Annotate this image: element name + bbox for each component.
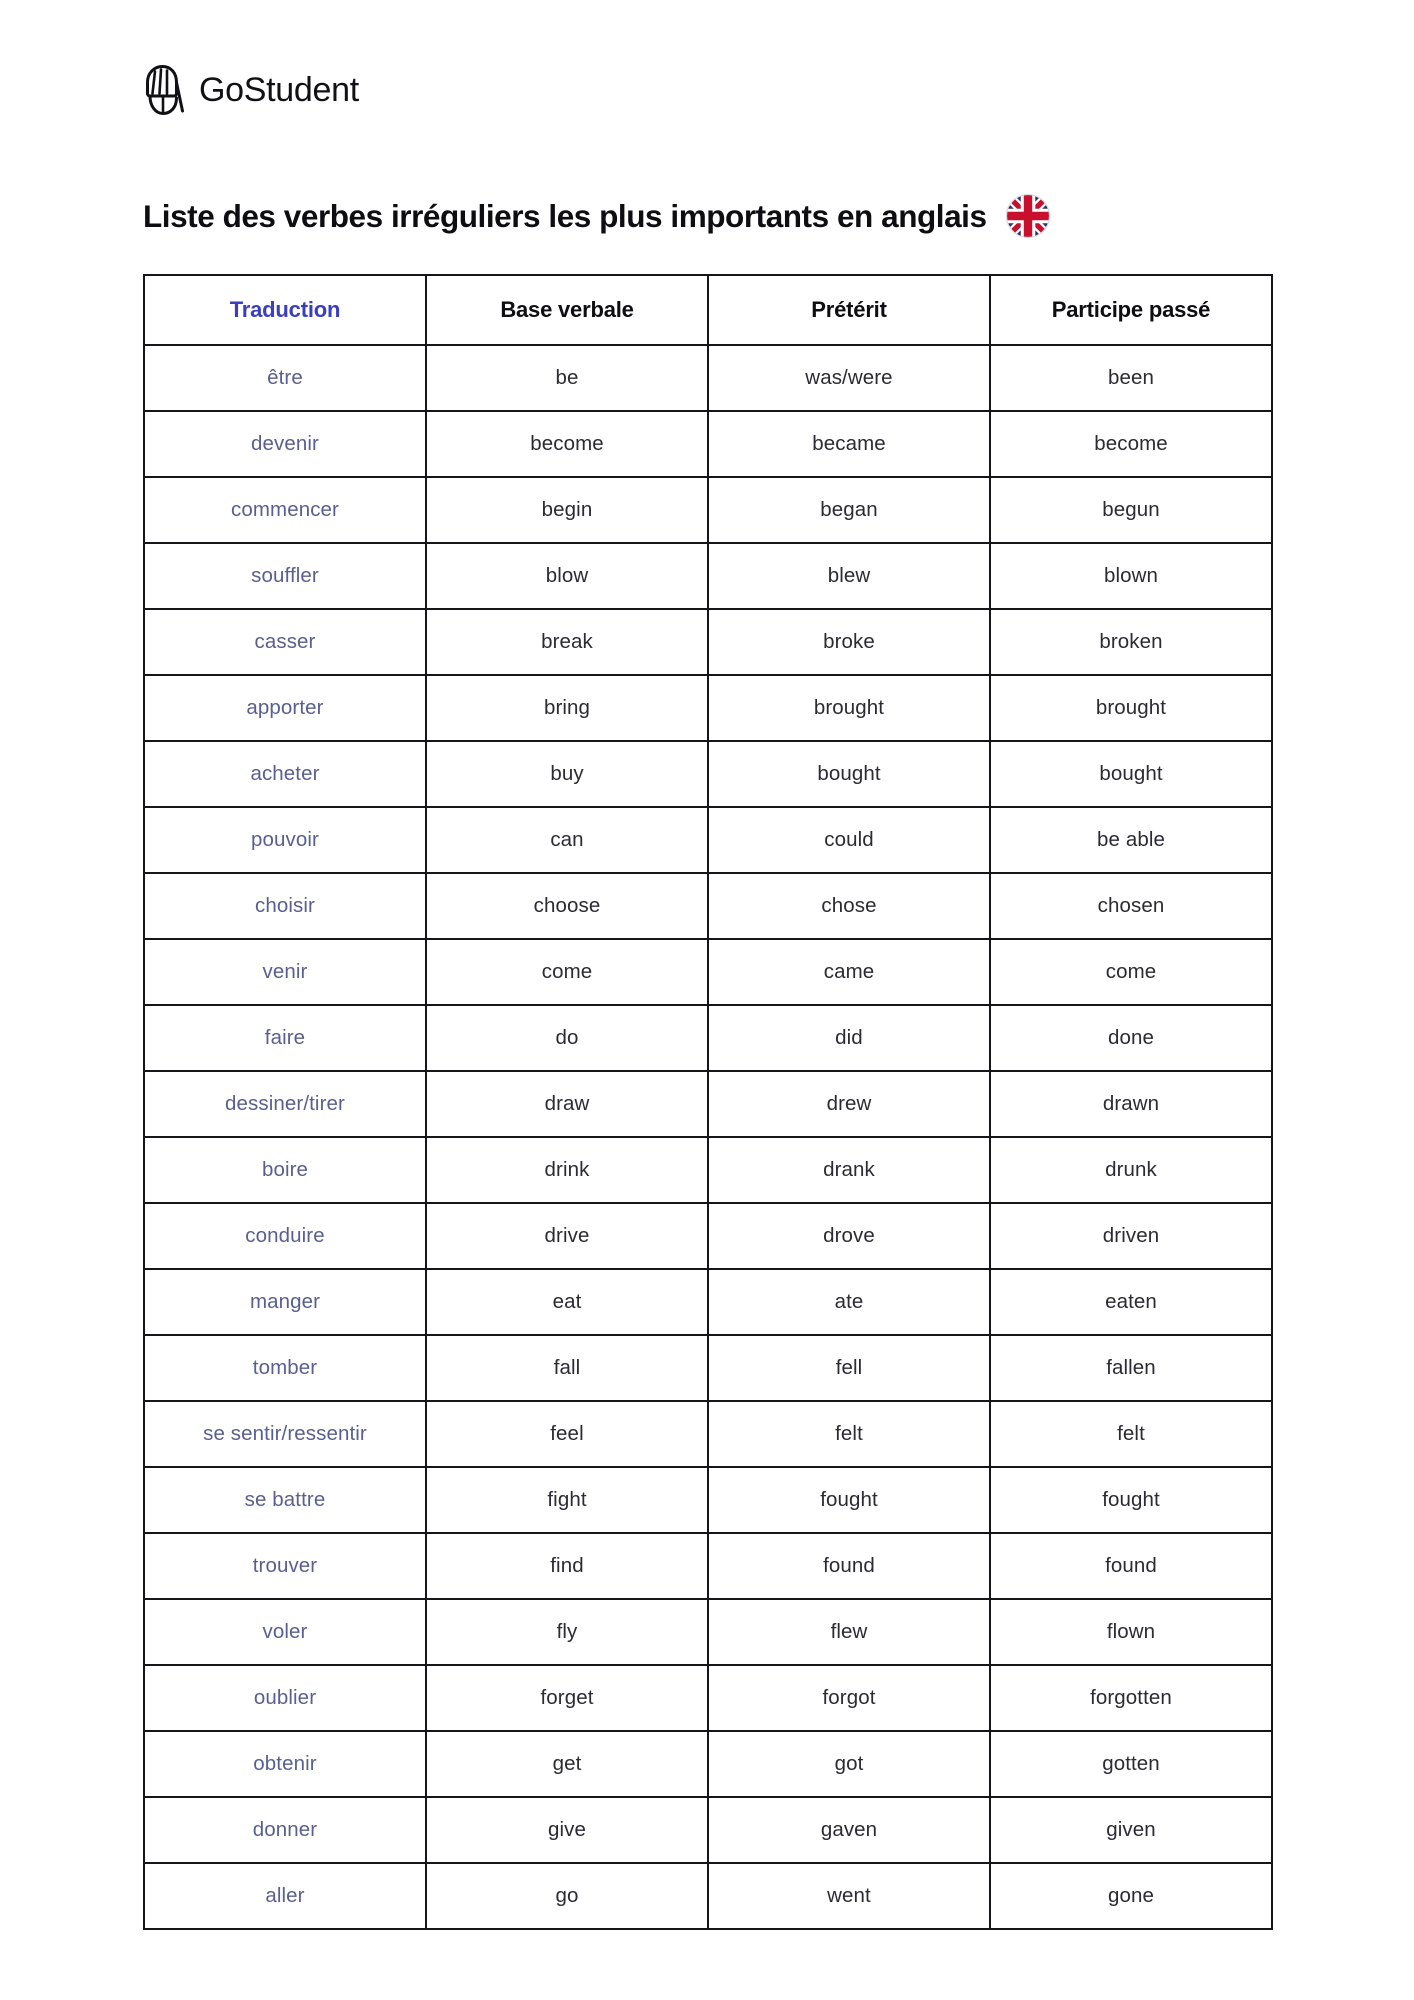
cell-verb-form: become xyxy=(426,411,708,477)
table-row xyxy=(144,1137,1272,1203)
cell-verb-form: can xyxy=(426,807,708,873)
cell-verb-form: chose xyxy=(708,873,990,939)
cell-verb-form: feel xyxy=(426,1401,708,1467)
page-title: Liste des verbes irréguliers les plus importants en anglais xyxy=(143,197,987,234)
cell-verb-form: blew xyxy=(708,543,990,609)
table-row xyxy=(144,411,1272,477)
cell-verb-form: driven xyxy=(990,1203,1272,1269)
cell-verb-form: come xyxy=(426,939,708,1005)
title-row xyxy=(143,193,1278,239)
cell-translation: pouvoir xyxy=(144,807,426,873)
cell-verb-form: ate xyxy=(708,1269,990,1335)
cell-verb-form: became xyxy=(708,411,990,477)
cell-verb-form: give xyxy=(426,1797,708,1863)
cell-translation: trouver xyxy=(144,1533,426,1599)
cell-verb-form: brought xyxy=(990,675,1272,741)
cell-verb-form: draw xyxy=(426,1071,708,1137)
table-row xyxy=(144,477,1272,543)
table-row xyxy=(144,1797,1272,1863)
cell-translation: apporter xyxy=(144,675,426,741)
cell-verb-form: fall xyxy=(426,1335,708,1401)
cell-translation: conduire xyxy=(144,1203,426,1269)
cell-translation: se battre xyxy=(144,1467,426,1533)
cell-translation: tomber xyxy=(144,1335,426,1401)
table-row xyxy=(144,1401,1272,1467)
cell-translation: aller xyxy=(144,1863,426,1929)
cell-translation: venir xyxy=(144,939,426,1005)
cell-verb-form: found xyxy=(990,1533,1272,1599)
cell-translation: souffler xyxy=(144,543,426,609)
cell-verb-form: fallen xyxy=(990,1335,1272,1401)
table-row xyxy=(144,1665,1272,1731)
cell-verb-form: become xyxy=(990,411,1272,477)
uk-flag-icon xyxy=(1005,193,1051,239)
table-row xyxy=(144,1005,1272,1071)
cell-verb-form: drove xyxy=(708,1203,990,1269)
cell-verb-form: forgotten xyxy=(990,1665,1272,1731)
table-row xyxy=(144,609,1272,675)
cell-verb-form: drive xyxy=(426,1203,708,1269)
cell-translation: manger xyxy=(144,1269,426,1335)
table-row xyxy=(144,1335,1272,1401)
cell-translation: faire xyxy=(144,1005,426,1071)
table-row xyxy=(144,1731,1272,1797)
cell-translation: obtenir xyxy=(144,1731,426,1797)
cell-translation: donner xyxy=(144,1797,426,1863)
cell-verb-form: was/were xyxy=(708,345,990,411)
table-header-row xyxy=(144,275,1272,345)
cell-verb-form: fly xyxy=(426,1599,708,1665)
cell-verb-form: be xyxy=(426,345,708,411)
column-header-base-verbale: Base verbale xyxy=(426,275,708,345)
brand-logo xyxy=(133,62,359,118)
cell-verb-form: found xyxy=(708,1533,990,1599)
cell-verb-form: came xyxy=(708,939,990,1005)
cell-translation: devenir xyxy=(144,411,426,477)
cell-translation: voler xyxy=(144,1599,426,1665)
cell-verb-form: drink xyxy=(426,1137,708,1203)
cell-verb-form: got xyxy=(708,1731,990,1797)
cell-verb-form: began xyxy=(708,477,990,543)
cell-translation: boire xyxy=(144,1137,426,1203)
table-row xyxy=(144,543,1272,609)
cell-verb-form: begin xyxy=(426,477,708,543)
cell-verb-form: flown xyxy=(990,1599,1272,1665)
table-row xyxy=(144,1203,1272,1269)
cell-translation: être xyxy=(144,345,426,411)
cell-verb-form: eat xyxy=(426,1269,708,1335)
cell-translation: acheter xyxy=(144,741,426,807)
cell-verb-form: fought xyxy=(990,1467,1272,1533)
cell-verb-form: do xyxy=(426,1005,708,1071)
cell-verb-form: buy xyxy=(426,741,708,807)
cell-verb-form: bought xyxy=(990,741,1272,807)
cell-verb-form: drew xyxy=(708,1071,990,1137)
column-header-preterit: Prétérit xyxy=(708,275,990,345)
cell-verb-form: broken xyxy=(990,609,1272,675)
table-row xyxy=(144,1863,1272,1929)
cell-verb-form: done xyxy=(990,1005,1272,1071)
cell-verb-form: gone xyxy=(990,1863,1272,1929)
brand-name: GoStudent xyxy=(199,71,359,109)
table-row xyxy=(144,675,1272,741)
cell-verb-form: bring xyxy=(426,675,708,741)
cell-verb-form: begun xyxy=(990,477,1272,543)
cell-verb-form: been xyxy=(990,345,1272,411)
cell-verb-form: chosen xyxy=(990,873,1272,939)
cell-verb-form: come xyxy=(990,939,1272,1005)
cell-verb-form: given xyxy=(990,1797,1272,1863)
table-row xyxy=(144,345,1272,411)
cell-verb-form: choose xyxy=(426,873,708,939)
cell-verb-form: felt xyxy=(990,1401,1272,1467)
cell-translation: choisir xyxy=(144,873,426,939)
cell-verb-form: fought xyxy=(708,1467,990,1533)
cell-translation: casser xyxy=(144,609,426,675)
graduation-cap-icon xyxy=(133,62,185,118)
table-row xyxy=(144,939,1272,1005)
cell-verb-form: did xyxy=(708,1005,990,1071)
cell-verb-form: forgot xyxy=(708,1665,990,1731)
table-row xyxy=(144,1269,1272,1335)
cell-translation: dessiner/tirer xyxy=(144,1071,426,1137)
column-header-participe-passe: Participe passé xyxy=(990,275,1272,345)
cell-verb-form: find xyxy=(426,1533,708,1599)
cell-verb-form: gotten xyxy=(990,1731,1272,1797)
irregular-verbs-table xyxy=(143,274,1273,1930)
cell-verb-form: get xyxy=(426,1731,708,1797)
cell-verb-form: gaven xyxy=(708,1797,990,1863)
column-header-traduction: Traduction xyxy=(144,275,426,345)
cell-verb-form: drunk xyxy=(990,1137,1272,1203)
table-body xyxy=(144,345,1272,1929)
table-row xyxy=(144,1467,1272,1533)
table-row xyxy=(144,1533,1272,1599)
cell-verb-form: blown xyxy=(990,543,1272,609)
cell-translation: oublier xyxy=(144,1665,426,1731)
cell-verb-form: bought xyxy=(708,741,990,807)
table-row xyxy=(144,741,1272,807)
cell-verb-form: fight xyxy=(426,1467,708,1533)
cell-verb-form: felt xyxy=(708,1401,990,1467)
cell-verb-form: be able xyxy=(990,807,1272,873)
table-row xyxy=(144,873,1272,939)
cell-verb-form: go xyxy=(426,1863,708,1929)
table-row xyxy=(144,1599,1272,1665)
cell-verb-form: could xyxy=(708,807,990,873)
cell-translation: se sentir/ressentir xyxy=(144,1401,426,1467)
cell-translation: commencer xyxy=(144,477,426,543)
cell-verb-form: blow xyxy=(426,543,708,609)
cell-verb-form: forget xyxy=(426,1665,708,1731)
table-header xyxy=(144,275,1272,345)
cell-verb-form: eaten xyxy=(990,1269,1272,1335)
cell-verb-form: break xyxy=(426,609,708,675)
cell-verb-form: fell xyxy=(708,1335,990,1401)
cell-verb-form: brought xyxy=(708,675,990,741)
table-row xyxy=(144,1071,1272,1137)
table-row xyxy=(144,807,1272,873)
cell-verb-form: broke xyxy=(708,609,990,675)
cell-verb-form: went xyxy=(708,1863,990,1929)
cell-verb-form: drank xyxy=(708,1137,990,1203)
cell-verb-form: drawn xyxy=(990,1071,1272,1137)
cell-verb-form: flew xyxy=(708,1599,990,1665)
